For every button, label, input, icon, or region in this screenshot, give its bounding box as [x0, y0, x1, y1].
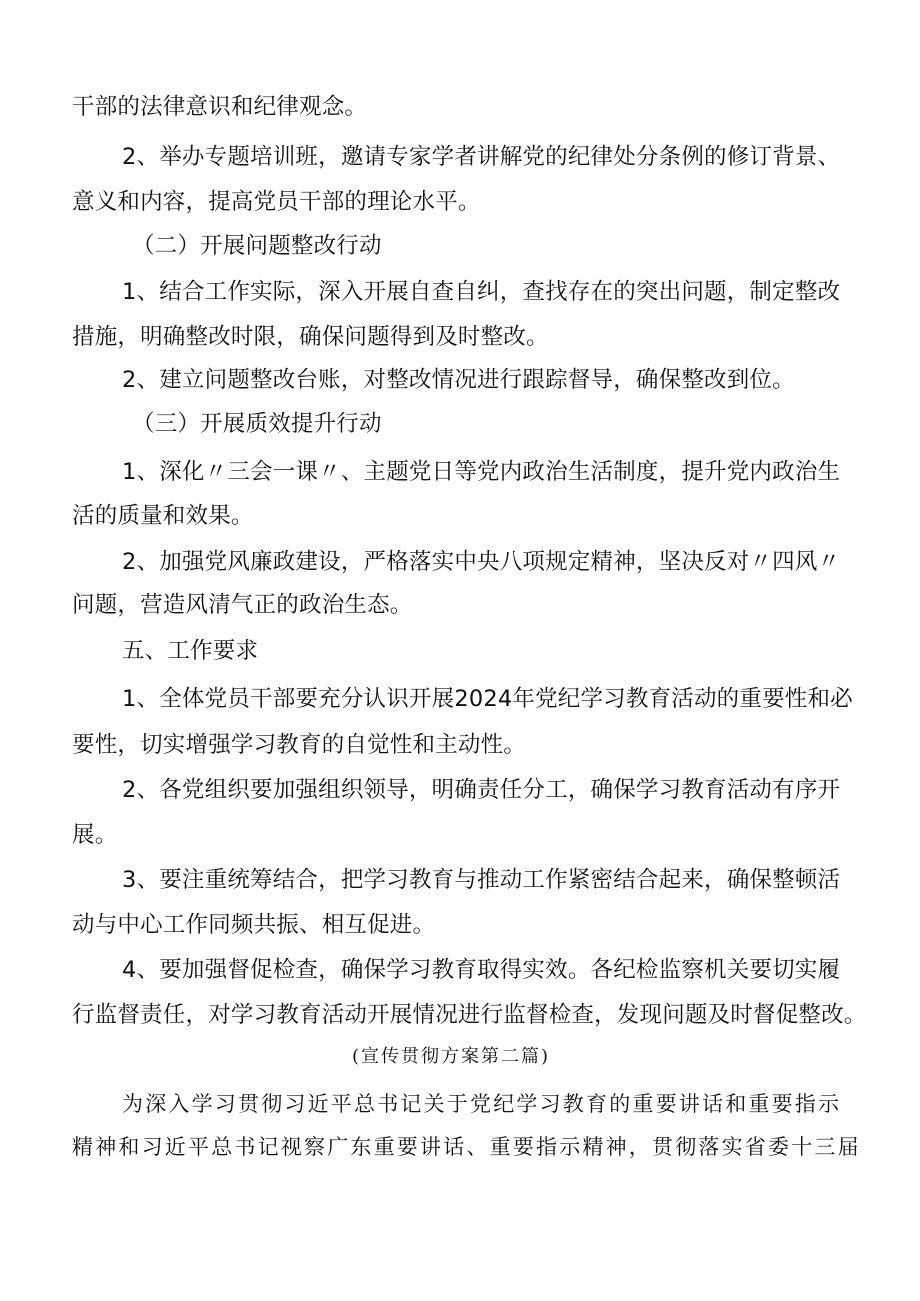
text-line-16: 2、各党组织要加强组织领导，明确责任分工，确保学习教育活动有序开: [122, 777, 841, 803]
text-line-7: 2、建立问题整改台账，对整改情况进行跟踪督导，确保整改到位。: [122, 367, 795, 393]
text-line-6: 措施，明确整改时限，确保问题得到及时整改。: [72, 324, 549, 350]
section-heading-3: （三）开展质效提升行动: [132, 411, 382, 437]
text-line-19: 动与中心工作同频共振、相互促进。: [72, 912, 436, 938]
text-line-2: 2、举办专题培训班，邀请专家学者讲解党的纪律处分条例的修订背景、: [122, 144, 841, 170]
text-line-14: 1、全体党员干部要充分认识开展2024年党纪学习教育活动的重要性和必: [122, 686, 853, 712]
section-title-part-two: (宣传贯彻方案第二篇): [352, 1046, 551, 1067]
text-line-24: 精神和习近平总书记视察广东重要讲话、重要指示精神，贯彻落实省委十三届: [72, 1135, 861, 1159]
text-line-1: 干部的法律意识和纪律观念。: [72, 94, 368, 120]
text-line-21: 行监督责任，对学习教育活动开展情况进行监督检查，发现问题及时督促整改。: [72, 1002, 867, 1028]
text-line-17: 展。: [72, 822, 118, 848]
section-heading-5: 五、工作要求: [122, 638, 259, 664]
text-line-18: 3、要注重统筹结合，把学习教育与推动工作紧密结合起来，确保整顿活: [122, 867, 841, 893]
text-line-15: 要性，切实增强学习教育的自觉性和主动性。: [72, 732, 527, 758]
text-line-3: 意义和内容，提高党员干部的理论水平。: [72, 189, 481, 215]
text-line-12: 问题，营造风清气正的政治生态。: [72, 592, 413, 618]
text-line-23: 为深入学习贯彻习近平总书记关于党纪学习教育的重要讲话和重要指示: [122, 1092, 842, 1116]
text-line-5: 1、结合工作实际，深入开展自查自纠，查找存在的突出问题，制定整改: [122, 279, 841, 305]
text-line-9: 1、深化〃三会一课〃、主题党日等党内政治生活制度，提升党内政治生: [122, 459, 841, 485]
text-line-11: 2、加强党风廉政建设，严格落实中央八项规定精神，坚决反对〃四风〃: [122, 549, 841, 575]
text-line-20: 4、要加强督促检查，确保学习教育取得实效。各纪检监察机关要切实履: [122, 957, 841, 983]
section-heading-2: （二）开展问题整改行动: [132, 233, 382, 259]
text-line-10: 活的质量和效果。: [72, 503, 254, 529]
